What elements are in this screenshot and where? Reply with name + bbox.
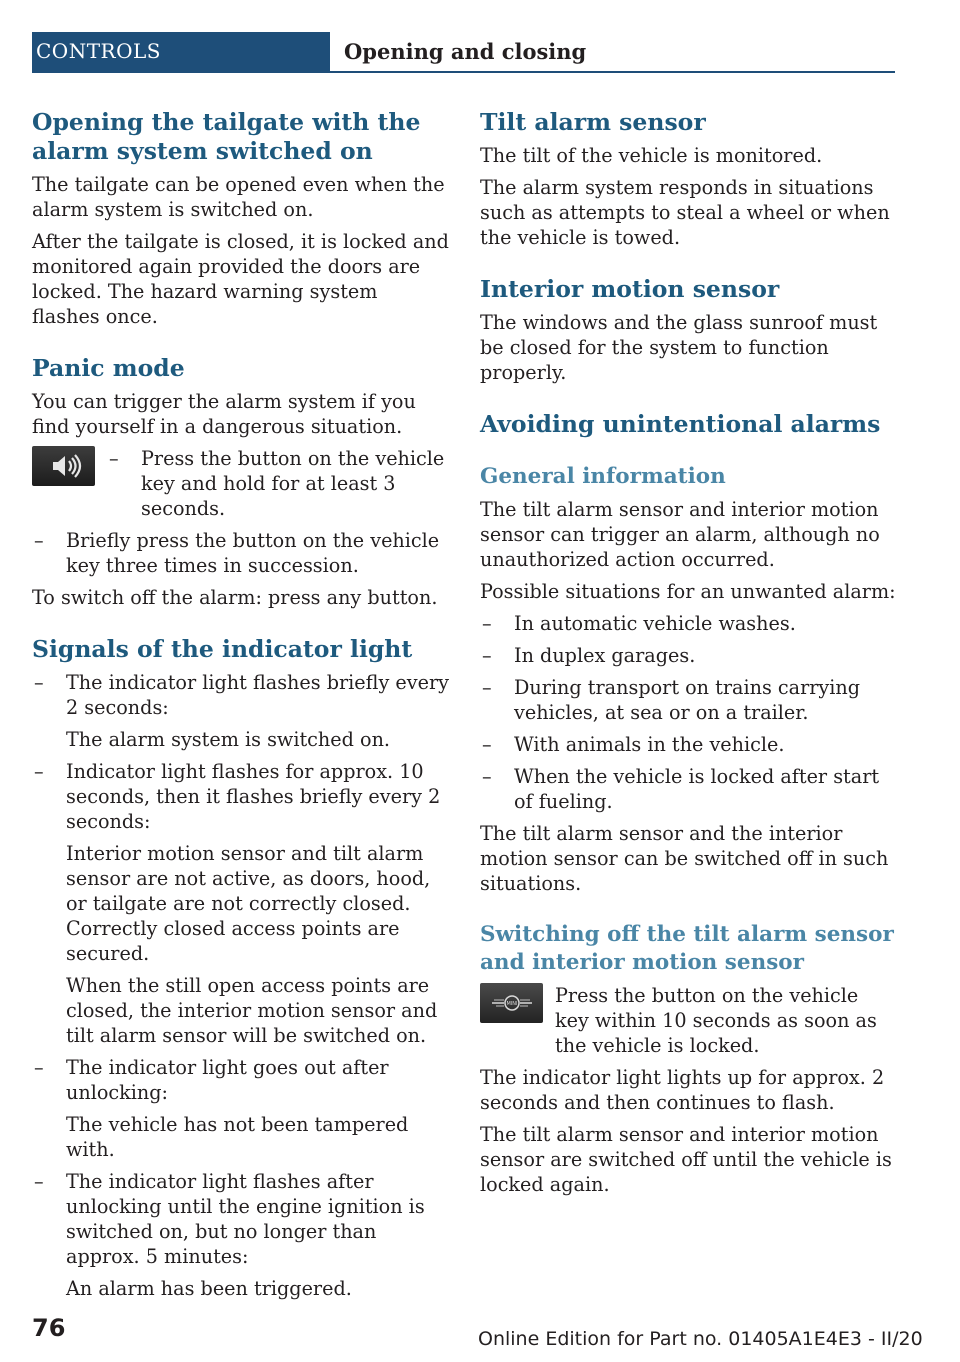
- general-paragraph-2: Possible situations for an unwanted alarm:: [480, 580, 896, 603]
- panic-icon-text: [107, 446, 450, 521]
- switch-heading: Switching off the tilt alarm sensor and interior motion sensor: [480, 922, 894, 975]
- situations-list: [480, 611, 898, 814]
- general-heading: General information: [480, 464, 726, 489]
- list-item-detail: The vehicle has not been tampered with.: [66, 1113, 409, 1161]
- list-item: – When the vehicle is locked after start of fueling.: [482, 765, 880, 813]
- panic-heading: Panic mode: [32, 354, 185, 382]
- list-item: – Press the button on the vehicle key and hold for at least 3 seconds.: [109, 447, 445, 520]
- panic-icon-row: [32, 446, 450, 521]
- signals-heading: Signals of the indicator light: [32, 635, 413, 663]
- list-item: – The indicator light flashes after unlocking until the engine ignition is switched on, but no longer than approx. 5 minutes: An alarm has been triggered.: [32, 1169, 450, 1301]
- header-chapter: Opening and closing: [344, 39, 587, 64]
- header-section: CONTROLS: [32, 32, 330, 71]
- list-item: – Indicator light flashes for approx. 10 seconds, then it flashes briefly every 2 seconds: Interior motion sensor and tilt alarm sensor are not active, as doors, hood, or tailgate are not correctly closed. Correctly closed access points are secured. When the still open access points are closed, the interior motion sensor and tilt alarm sensor will be switched on.: [32, 759, 450, 1048]
- general-paragraph-3: The tilt alarm sensor and the interior motion sensor can be switched off in such situations.: [480, 822, 889, 895]
- mini-logo-icon: [480, 983, 543, 1023]
- switch-icon-row: [480, 983, 898, 1058]
- list-item: – The indicator light flashes briefly every 2 seconds: The alarm system is switched on.: [34, 671, 449, 751]
- tailgate-paragraph-2: After the tailgate is closed, it is locked and monitored again provided the doors are locked. The hazard warning system flashes once.: [32, 230, 449, 328]
- list-item: – With animals in the vehicle.: [482, 733, 785, 756]
- switch-paragraph-3: The tilt alarm sensor and interior motion sensor are switched off until the vehicle is locked again.: [480, 1123, 892, 1196]
- footer-edition: Online Edition for Part no. 01405A1E4E3 - II/20: [478, 1328, 923, 1350]
- list-item: – During transport on trains carrying vehicles, at sea or on a trailer.: [482, 676, 861, 724]
- page-header: [32, 32, 895, 73]
- left-column: [32, 108, 450, 1308]
- tailgate-heading: Opening the tailgate with the alarm system switched on: [32, 108, 421, 165]
- tilt-paragraph-1: The tilt of the vehicle is monitored.: [480, 144, 823, 167]
- switch-paragraph-1: Press the button on the vehicle key within 10 seconds as soon as the vehicle is locked.: [555, 984, 877, 1057]
- svg-text:MINI: MINI: [505, 1001, 518, 1007]
- list-item: – In duplex garages.: [482, 644, 696, 667]
- list-item: – The indicator light goes out after unlocking: The vehicle has not been tampered with.: [32, 1055, 450, 1162]
- list-item-detail: Interior motion sensor and tilt alarm sensor are not active, as doors, hood, or tailgate are not correctly closed. Correctly closed access points are secured.: [66, 842, 431, 965]
- general-paragraph-1: The tilt alarm sensor and interior motion sensor can trigger an alarm, although no unauthorized action occurred.: [480, 498, 880, 571]
- tilt-heading: Tilt alarm sensor: [480, 108, 706, 136]
- avoid-heading: Avoiding unintentional alarms: [480, 410, 881, 438]
- switch-paragraph-2: The indicator light lights up for approx. 2 seconds and then continues to flash.: [480, 1066, 885, 1114]
- page-number: 76: [32, 1314, 66, 1342]
- list-item: – Briefly press the button on the vehicle key three times in succession.: [34, 529, 440, 577]
- right-column: [480, 108, 898, 1204]
- list-item-detail: An alarm has been triggered.: [66, 1277, 352, 1300]
- panic-off-paragraph: To switch off the alarm: press any button.: [32, 586, 438, 609]
- tailgate-paragraph-1: The tailgate can be opened even when the alarm system is switched on.: [32, 173, 445, 221]
- signals-list: [32, 670, 450, 1301]
- speaker-icon: [32, 446, 95, 486]
- list-item-detail: When the still open access points are closed, the interior motion sensor and tilt alarm sensor will be switched on.: [66, 974, 438, 1047]
- interior-paragraph: The windows and the glass sunroof must be closed for the system to function properly.: [480, 311, 878, 384]
- tilt-paragraph-2: The alarm system responds in situations such as attempts to steal a wheel or when the vehicle is towed.: [480, 176, 890, 249]
- list-item-detail: The alarm system is switched on.: [66, 728, 391, 751]
- panic-list: [32, 528, 450, 578]
- panic-paragraph: You can trigger the alarm system if you find yourself in a dangerous situation.: [32, 390, 416, 438]
- list-item: – In automatic vehicle washes.: [482, 612, 796, 635]
- interior-heading: Interior motion sensor: [480, 275, 780, 303]
